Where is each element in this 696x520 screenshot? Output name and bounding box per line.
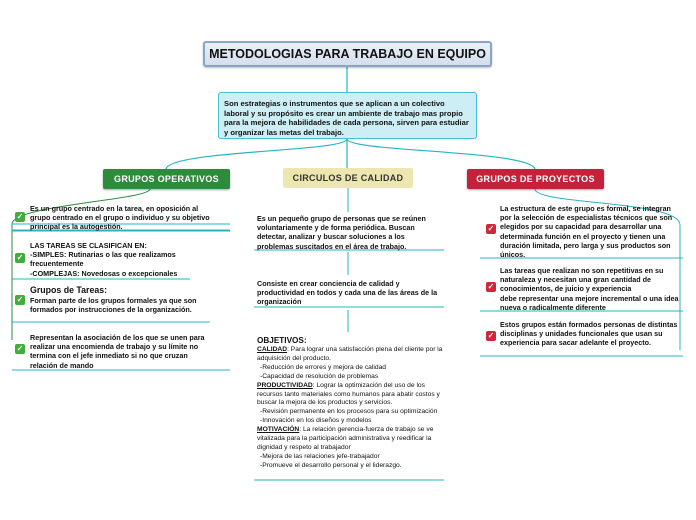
- objetivos-productividad: [257, 382, 447, 409]
- productividad-point-1: -Revisión permanente en los procesos para su optimización: [260, 408, 438, 416]
- branch-circulos-de-calidad[interactable]: CIRCULOS DE CALIDAD: [283, 168, 413, 188]
- check-icon: ✓: [487, 282, 495, 291]
- motivacion-label: MOTIVACIÓN: [257, 426, 300, 434]
- operativos-item-2[interactable]: [30, 241, 210, 278]
- operativos-item-2-line-1: LAS TAREAS SE CLASIFICAN EN:: [30, 241, 147, 250]
- circulos-objetivos[interactable]: [257, 336, 447, 471]
- circulos-item-2[interactable]: Consiste en crear conciencia de calidad y productividad en todos y cada una de las áreas de la organización: [257, 279, 438, 307]
- proyectos-item-1[interactable]: La estructura de este grupo es formal, se integran por la selección de especialistas técnicos que son elegidos por su capacidad para desarrollar una determinada función en el proyecto y tienen una duración limitada, pero larga y sus productos son únicos.: [500, 204, 673, 260]
- calidad-text: : Para lograr una satisfacción plena del cliente por la adquisición del producto.: [257, 346, 443, 362]
- operativos-item-4[interactable]: Representan la asociación de los que se unen para realizar una encomienda de trabajo y su límite no termina con el jefe inmediato si no que cruzan relación de mando: [30, 333, 205, 370]
- operativos-item-2-line-2: -SIMPLES: Rutinarias o las que realizamos frecuentemente: [30, 250, 176, 269]
- proyectos-item-3[interactable]: Estos grupos están formados personas de distintas disciplinas y unidades funcionales que usan su experiencia para sacar adelante el proyecto.: [500, 320, 678, 348]
- operativos-item-3[interactable]: [30, 285, 210, 314]
- operativos-item-2-line-3: -COMPLEJAS: Novedosas o excepcionales: [30, 268, 178, 278]
- operativos-item-3-heading: Grupos de Tareas:: [30, 285, 108, 295]
- objetivos-heading: OBJETIVOS:: [257, 336, 307, 345]
- check-icon: ✓: [16, 212, 24, 221]
- connector-intro-proyectos: [347, 139, 535, 169]
- connector-intro-operativos: [166, 139, 347, 169]
- check-icon: ✓: [16, 295, 24, 304]
- circulos-item-1[interactable]: Es un pequeño grupo de personas que se reúnen voluntariamente y de forma periódica. Buscan detectar, analizar y buscar soluciones a los problemas suscitados en el área de trabajo.: [257, 214, 426, 251]
- proyectos-item-2[interactable]: [500, 266, 682, 312]
- map-title[interactable]: METODOLOGIAS PARA TRABAJO EN EQUIPO: [203, 41, 492, 67]
- productividad-label: PRODUCTIVIDAD: [257, 381, 313, 389]
- branch-grupos-de-proyectos[interactable]: GRUPOS DE PROYECTOS: [467, 169, 604, 189]
- check-icon: ✓: [487, 331, 495, 340]
- calidad-point-2: -Capacidad de resolución de problemas: [260, 372, 379, 380]
- check-icon: ✓: [16, 344, 24, 353]
- productividad-point-2: -Innovación en los diseños y modelos: [260, 417, 372, 425]
- intro-node[interactable]: Son estrategias o instrumentos que se aplican a un colectivo laboral y su propósito es crear un ambiente de trabajo mas propio para la mejora de habilidades de cada persona, sirven para estudiar y organizar las metas del trabajo.: [218, 92, 477, 139]
- check-icon: ✓: [487, 224, 495, 233]
- objetivos-motivacion: [257, 426, 447, 453]
- calidad-label: CALIDAD: [257, 346, 288, 353]
- calidad-point-1: -Reducción de errores y mejora de calidad: [260, 363, 387, 371]
- motivacion-text: : La relación gerencia-fuerza de trabajo se ve vitalizada para la participación administrativa y reedificar la dignidad y respeto al trabajador: [257, 426, 434, 451]
- branch-grupos-operativos[interactable]: GRUPOS OPERATIVOS: [103, 169, 230, 189]
- proyectos-item-2-line-2: debe representar una mejore incremental o una idea nueva o radicalmente diferente: [500, 293, 679, 312]
- motivacion-point-2: -Promueve el desarrollo personal y el liderazgo.: [260, 461, 402, 469]
- proyectos-item-2-line-1: Las tareas que realizan no son repetitivas en su naturaleza y necesitan una gran cantidad de conocimientos, de juicio y experiencia: [500, 266, 664, 294]
- productividad-text: : Lograr la optimización del uso de los recursos tanto materiales como humanos para abatir costos y buscar la mejora de los productos y servicios.: [257, 381, 440, 407]
- operativos-item-1[interactable]: Es un grupo centrado en la tarea, en oposición al grupo centrado en el grupo o individuo y su objetivo principal es la autogestión.: [30, 204, 210, 232]
- operativos-item-3-text: Forman parte de los grupos formales ya que son formados por instrucciones de la organización.: [30, 296, 197, 315]
- check-icon: ✓: [16, 253, 24, 262]
- objetivos-calidad: [257, 346, 447, 364]
- motivacion-point-1: -Mejora de las relaciones jefe-trabajador: [260, 452, 380, 460]
